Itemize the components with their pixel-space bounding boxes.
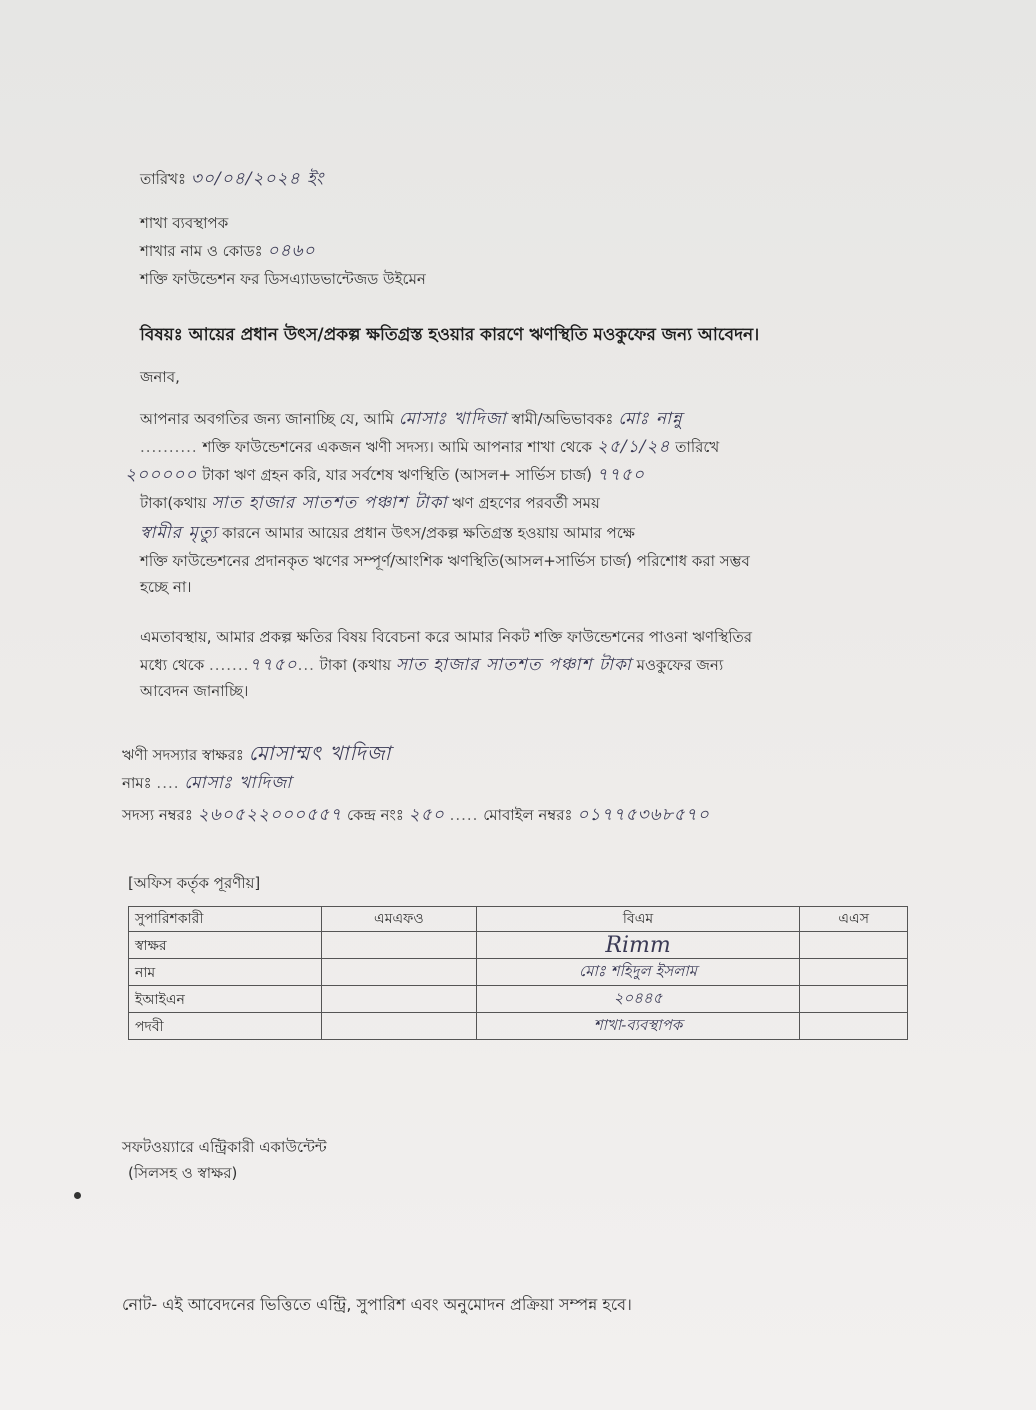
salutation: জনাব, [140, 368, 180, 386]
table-row [129, 986, 908, 1013]
table-row [129, 932, 908, 959]
para1-line3 [125, 464, 645, 486]
office-table-header [129, 907, 908, 932]
para1-line7: হচ্ছে না। [140, 578, 192, 596]
name-label: নামঃ [122, 774, 152, 792]
center-number: ২৫০ [408, 805, 445, 825]
member-signature-line [122, 742, 391, 766]
table-row [129, 959, 908, 986]
para1-line5 [140, 522, 635, 544]
amount-in-words: সাত হাজার সাতশত পঞ্চাশ টাকা [211, 493, 448, 513]
para1-text: টাকা(কথায় [140, 494, 207, 512]
bm-designation: শাখা-ব্যবস্থাপক [476, 1013, 800, 1040]
waiver-amount: ৭৭৫০ [249, 655, 298, 675]
para1-line6: শক্তি ফাউন্ডেশনের প্রদানকৃত ঋণের সম্পূর্ণ/আংশিক ঋণস্থিতি(আসল+সার্ভিস চার্জ) পরিশোধ করা সম্ভব [140, 552, 750, 570]
para1-text: শক্তি ফাউন্ডেশনের একজন ঋণী সদস্য। আমি আপনার শাখা থেকে [202, 438, 593, 456]
date-value: ৩০/০৪/২০২৪ ইং [190, 169, 325, 189]
bm-signature: Rimm [476, 932, 800, 959]
para2-line3: আবেদন জানাচ্ছি। [140, 682, 249, 700]
table-cell [322, 1013, 477, 1040]
para2-text: মধ্যে থেকে [140, 656, 205, 674]
row-label: ইআইএন [129, 986, 322, 1013]
accountant-sub-label: (সিলসহ ও স্বাক্ষর) [128, 1164, 238, 1182]
col-bm: বিএম [476, 907, 800, 932]
date-label: তারিখঃ [140, 170, 186, 188]
row-label: নাম [129, 959, 322, 986]
col-as: এএস [800, 907, 908, 932]
para1-line2 [140, 436, 719, 458]
office-table [128, 906, 908, 1040]
guardian-name: মোঃ নান্নু [618, 409, 683, 429]
para1-text: আপনার অবগতির জন্য জানাচ্ছি যে, আমি [140, 410, 394, 428]
member-no-label: সদস্য নম্বরঃ [122, 806, 193, 824]
signature-label: ঋণী সদস্যার স্বাক্ষরঃ [122, 746, 244, 764]
branch-line [140, 240, 316, 262]
para1-line4 [140, 492, 600, 514]
center-label: কেন্দ্র নংঃ [347, 806, 404, 824]
dotted-fill: ....... [208, 656, 250, 674]
table-cell [800, 932, 908, 959]
col-mfo: এমএফও [322, 907, 477, 932]
para1-text: তারিখে [675, 438, 720, 456]
member-number: ২৬০৫২২০০০৫৫৭ [197, 805, 343, 825]
member-name-line [122, 772, 292, 794]
loan-date: ২৫/১/২৪ [596, 437, 671, 457]
member-signature: মোসাম্মৎ খাদিজা [248, 741, 392, 765]
table-cell [800, 959, 908, 986]
table-cell [322, 932, 477, 959]
para2-text: মওকুফের জন্য [636, 656, 724, 674]
table-cell [800, 986, 908, 1013]
dotted-fill: ... [297, 656, 315, 674]
table-cell [800, 1013, 908, 1040]
mobile-label: মোবাইল নম্বরঃ [483, 806, 573, 824]
dotted-fill: .... [156, 774, 180, 792]
outstanding-balance: ৭৭৫০ [596, 465, 645, 485]
table-cell [322, 959, 477, 986]
para2-line2 [140, 654, 723, 676]
loss-reason: স্বামীর মৃত্যু [140, 523, 218, 543]
waiver-amount-words: সাত হাজার সাতশত পঞ্চাশ টাকা [395, 655, 632, 675]
para1-text: কারনে আমার আয়ের প্রধান উৎস/প্রকল্প ক্ষতিগ্রস্ত হওয়ায় আমার পক্ষে [222, 524, 635, 542]
note-line: নোট- এই আবেদনের ভিত্তিতে এন্ট্রি, সুপারিশ এবং অনুমোদন প্রক্রিয়া সম্পন্ন হবে। [122, 1295, 632, 1314]
para1-text: স্বামী/অভিভাবকঃ [511, 410, 614, 428]
mobile-number: ০১৭৭৫৩৬৮৫৭০ [577, 805, 710, 825]
para2-text: টাকা (কথায় [319, 656, 392, 674]
organization-name: শক্তি ফাউন্ডেশন ফর ডিসএ্যাডভান্টেজড উইমেন [140, 270, 426, 288]
branch-code: ০৪৬০ [267, 241, 316, 261]
col-recommender: সুপারিশকারী [129, 907, 322, 932]
table-row [129, 1013, 908, 1040]
accountant-label: সফটওয়্যারে এন্ট্রিকারী একাউন্টেন্ট [122, 1138, 327, 1156]
bm-name: মোঃ শহিদুল ইসলাম [476, 959, 800, 986]
member-details-line [122, 804, 710, 826]
branch-label: শাখার নাম ও কোডঃ [140, 242, 263, 260]
para1-line1 [140, 408, 683, 430]
para2-line1: এমতাবস্থায়, আমার প্রকল্প ক্ষতির বিষয় বিবেচনা করে আমার নিকট শক্তি ফাউন্ডেশনের পাওনা ঋণস্থিতির [140, 628, 753, 646]
bm-ein: ২০৪৪৫ [476, 986, 800, 1013]
office-heading: [অফিস কর্তৃক পূরণীয়] [128, 874, 261, 892]
row-label: পদবী [129, 1013, 322, 1040]
addressee: শাখা ব্যবস্থাপক [140, 214, 229, 232]
table-cell [322, 986, 477, 1013]
para1-text: ঋণ গ্রহণের পরবর্তী সময় [452, 494, 600, 512]
para1-text: টাকা ঋণ গ্রহন করি, যার সর্বশেষ ঋণস্থিতি (আসল+ সার্ভিস চার্জ) [202, 466, 593, 484]
member-name: মোসাঃ খাদিজা [184, 773, 293, 793]
dotted-fill: .......... [140, 438, 198, 456]
applicant-name: মোসাঃ খাদিজা [398, 409, 507, 429]
ink-dot [74, 1192, 81, 1199]
date-line [140, 168, 324, 190]
subject-line: বিষয়ঃ আয়ের প্রধান উৎস/প্রকল্প ক্ষতিগ্রস্ত হওয়ার কারণে ঋণস্থিতি মওকুফের জন্য আবেদন। [140, 325, 760, 345]
dotted-fill: ..... [449, 806, 479, 824]
loan-amount: ২০০০০০ [125, 465, 198, 485]
row-label: স্বাক্ষর [129, 932, 322, 959]
